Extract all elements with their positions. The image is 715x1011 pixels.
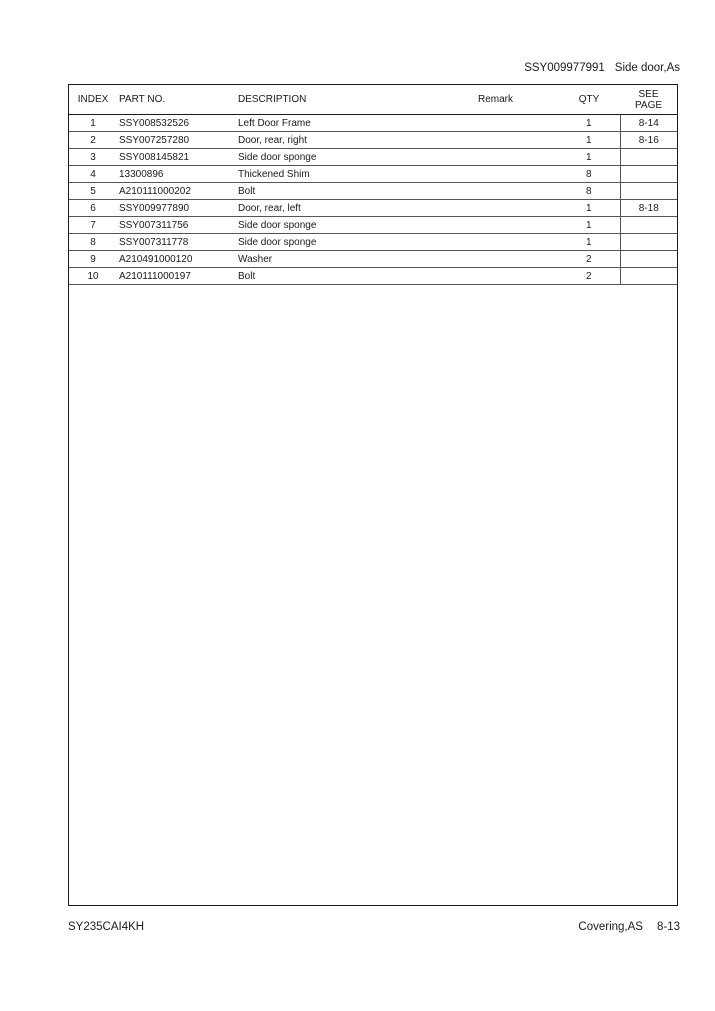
cell-description: Left Door Frame [238,115,478,132]
col-header-see-line2: PAGE [634,99,663,111]
cell-part-no: SSY007311778 [117,234,238,251]
cell-index: 2 [69,132,117,149]
table-row [69,268,677,285]
col-header-qty: QTY [558,85,620,115]
cell-qty: 2 [558,251,620,268]
table-row [69,166,677,183]
cell-remark [478,166,558,183]
page-footer [578,921,680,933]
cell-see-page: 8-18 [620,200,677,217]
cell-qty: 1 [558,149,620,166]
cell-part-no: A210111000202 [117,183,238,200]
cell-index: 9 [69,251,117,268]
cell-index: 7 [69,217,117,234]
col-header-see-page [620,85,677,115]
cell-remark [478,234,558,251]
cell-description: Bolt [238,268,478,285]
cell-see-page [620,183,677,200]
cell-remark [478,268,558,285]
cell-see-page [620,149,677,166]
cell-index: 3 [69,149,117,166]
cell-index: 8 [69,234,117,251]
cell-remark [478,115,558,132]
cell-part-no: 13300896 [117,166,238,183]
cell-index: 10 [69,268,117,285]
cell-index: 6 [69,200,117,217]
cell-index: 4 [69,166,117,183]
cell-see-page [620,166,677,183]
cell-qty: 1 [558,115,620,132]
cell-qty: 1 [558,217,620,234]
parts-list-frame [68,84,678,906]
cell-part-no: A210491000120 [117,251,238,268]
table-header-row [69,85,677,115]
cell-part-no: SSY008145821 [117,149,238,166]
cell-remark [478,149,558,166]
table-row [69,234,677,251]
table-row [69,115,677,132]
cell-part-no: SSY007311756 [117,217,238,234]
col-header-see-line1: SEE [638,88,659,100]
col-header-index: INDEX [69,85,117,115]
col-header-remark: Remark [478,85,558,115]
col-header-part-no: PART NO. [117,85,238,115]
table-row [69,200,677,217]
cell-see-page [620,268,677,285]
cell-remark [478,132,558,149]
cell-part-no: SSY009977890 [117,200,238,217]
cell-description: Door, rear, left [238,200,478,217]
parts-table [69,85,677,285]
cell-remark [478,251,558,268]
cell-description: Side door sponge [238,217,478,234]
table-body [69,115,677,285]
footer-page-number: 8-13 [656,921,680,933]
cell-description: Bolt [238,183,478,200]
cell-remark [478,183,558,200]
cell-index: 1 [69,115,117,132]
table-row [69,217,677,234]
cell-part-no: A210111000197 [117,268,238,285]
cell-description: Washer [238,251,478,268]
header-part-code: SSY009977991 [524,62,605,74]
cell-remark [478,200,558,217]
cell-index: 5 [69,183,117,200]
table-row [69,251,677,268]
col-header-description: DESCRIPTION [238,85,478,115]
cell-qty: 8 [558,183,620,200]
cell-remark [478,217,558,234]
cell-qty: 2 [558,268,620,285]
cell-see-page [620,251,677,268]
cell-description: Thickened Shim [238,166,478,183]
cell-qty: 1 [558,200,620,217]
cell-see-page [620,217,677,234]
footer-section: Covering,AS [578,921,643,933]
table-row [69,132,677,149]
cell-see-page: 8-16 [620,132,677,149]
table-row [69,183,677,200]
cell-qty: 1 [558,234,620,251]
cell-description: Side door sponge [238,149,478,166]
cell-part-no: SSY007257280 [117,132,238,149]
footer-model: SY235CAI4KH [68,921,145,933]
cell-part-no: SSY008532526 [117,115,238,132]
page-header [524,62,680,74]
cell-description: Door, rear, right [238,132,478,149]
cell-description: Side door sponge [238,234,478,251]
cell-see-page: 8-14 [620,115,677,132]
cell-qty: 8 [558,166,620,183]
table-row [69,149,677,166]
cell-qty: 1 [558,132,620,149]
header-assembly-name: Side door,As [614,62,680,74]
cell-see-page [620,234,677,251]
